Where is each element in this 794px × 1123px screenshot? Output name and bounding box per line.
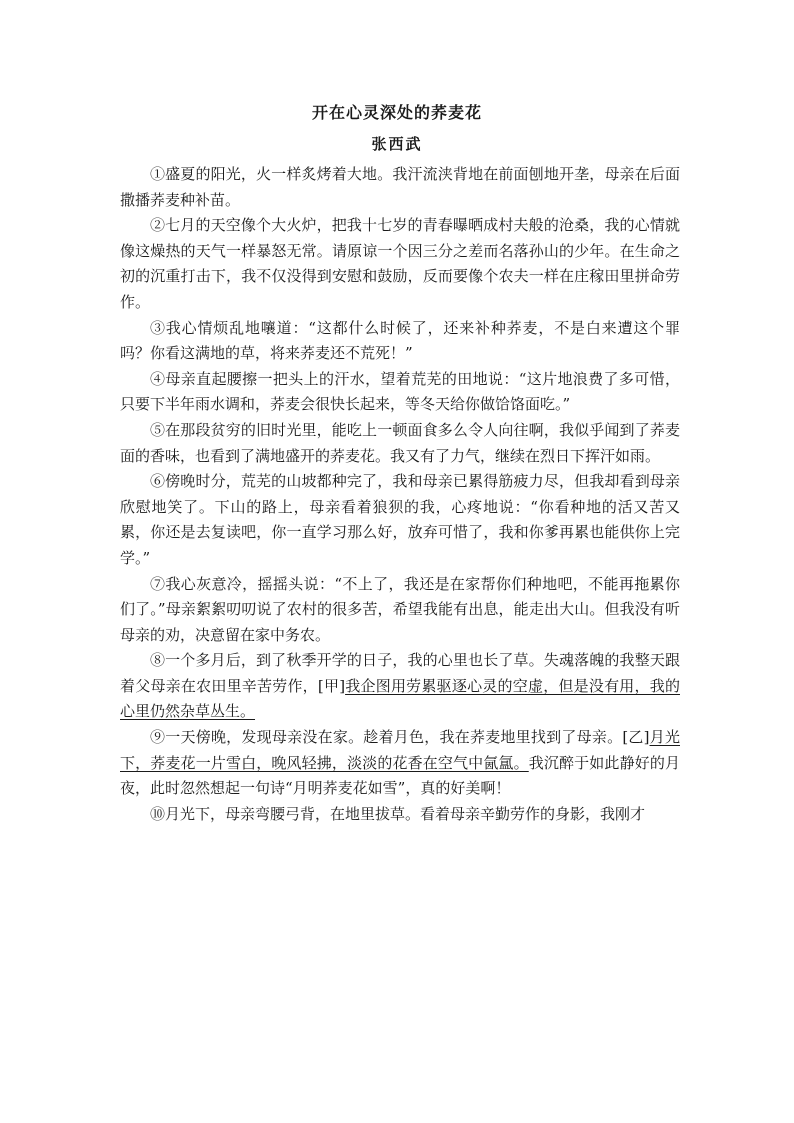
paragraph-2: ②七月的天空像个大火炉，把我十七岁的青春曝晒成村夫般的沧桑，我的心情就像这燥热的天气一样暴怒无常。请原谅一个因三分之差而名落孙山的少年。在生命之初的沉重打击下，我不仅没得到安慰和鼓励，反而要像个农夫一样在庄稼田里拼命劳作。 [120,216,680,311]
underlined-sentence-jia: 我企图用劳累驱逐心灵的空虚，但是没有用，我的心里仍然杂草丛生。 [120,676,680,721]
paragraph-8 [120,648,680,725]
article-title: 开在心灵深处的荞麦花 [311,103,482,122]
paragraph-3: ③我心情烦乱地嚷道：“这都什么时候了，还来补种荞麦，不是白来遭这个罪吗？你看这满地的草，将来荞麦还不荒死！” [120,318,680,363]
underlined-sentence-yi: 月光下，荞麦花一片雪白，晚风轻拂，淡淡的花香在空气中氤氲。 [120,728,680,772]
paragraph-1: ①盛夏的阳光，火一样炙烤着大地。我汗流浃背地在前面刨地开垄，母亲在后面撒播荞麦种补苗。 [120,165,680,209]
paragraph-7: ⑦我心灰意冷，摇摇头说：“不上了，我还是在家帮你们种地吧，不能再拖累你们了。”母亲絮絮叨叨说了农村的很多苦，希望我能有出息，能走出大山。但我没有听母亲的劝，决意留在家中务农。 [120,574,680,644]
paragraph-9-text: ⑨一天傍晚，发现母亲没在家。趁着月色，我在荞麦地里找到了母亲。[乙] [150,728,650,747]
paragraph-4: ④母亲直起腰擦一把头上的汗水，望着荒芜的田地说：“这片地浪费了多可惜，只要下半年雨水调和，荞麦会很快长起来，等冬天给你做饸饹面吃。” [120,369,680,414]
paragraph-5: ⑤在那段贫穷的旧时光里，能吃上一顿面食多么令人向往啊，我似乎闻到了荞麦面的香味，也看到了满地盛开的荞麦花。我又有了力气，继续在烈日下挥汗如雨。 [120,420,680,465]
article-author: 张西武 [371,135,423,153]
paragraph-10: ⑩月光下，母亲弯腰弓背，在地里拔草。看着母亲辛勤劳作的身影，我刚才 [150,804,646,823]
paragraph-8-text: ⑧一个多月后，到了秋季开学的日子，我的心里也长了草。失魂落魄的我整天跟着父母亲在农田里辛苦劳作，[甲] [120,651,680,695]
paragraph-9 [120,725,680,802]
paragraph-6: ⑥傍晚时分，荒芜的山坡都种完了，我和母亲已累得筋疲力尽，但我却看到母亲欣慰地笑了。下山的路上，母亲看着狼狈的我，心疼地说：“你看种地的活又苦又累，你还是去复读吧，你一直学习那么好，放弃可惜了，我和你爹再累也能供你上完学。” [120,472,680,567]
paragraph-9-tail: 我沉醉于如此静好的月夜，此时忽然想起一句诗“月明荞麦花如雪”，真的好美啊！ [120,753,680,798]
article-body [120,162,680,827]
